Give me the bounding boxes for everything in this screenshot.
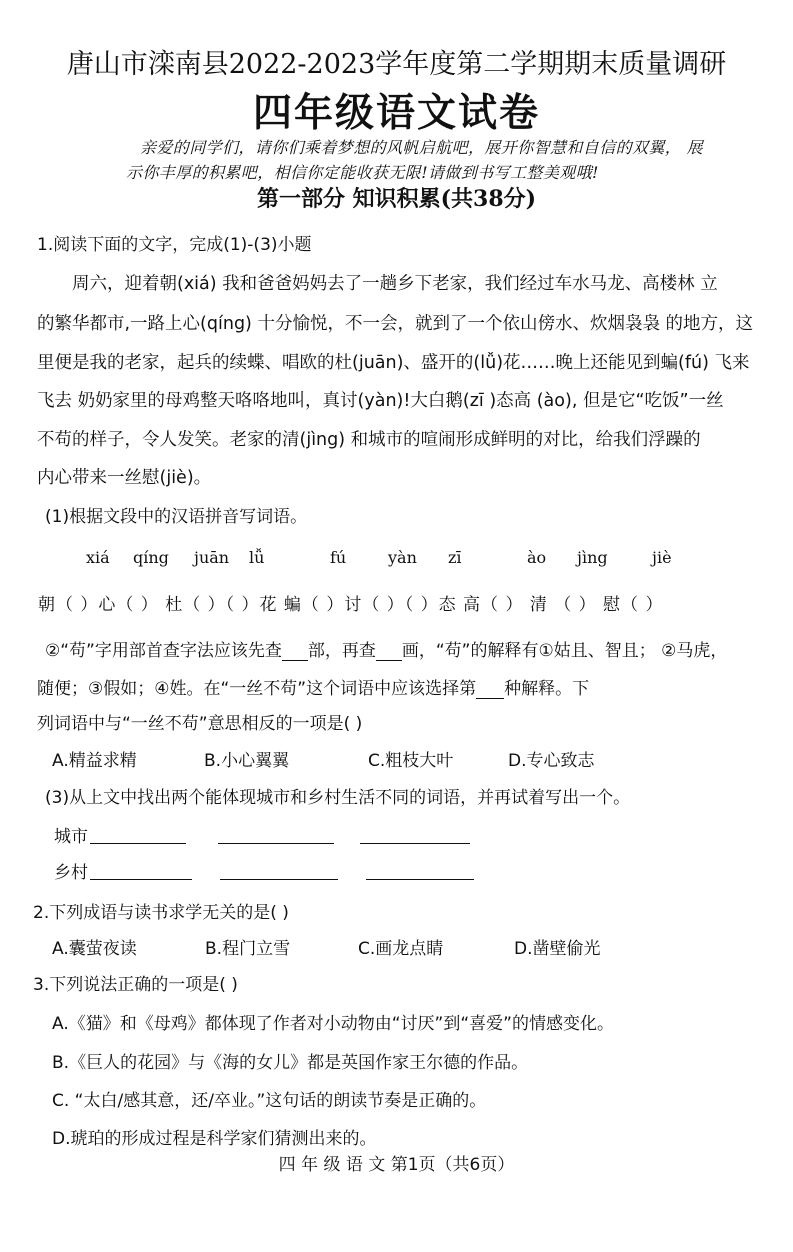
village-label: 乡村 — [54, 863, 88, 883]
pinyin-ao: ào — [527, 548, 547, 567]
q1-paragraph-line-2: 的繁华都市,一路上心(qíng) 十分愉悦，不一会，就到了一个依山傍水、炊烟袅袅 的地方，这 — [37, 314, 754, 334]
q1-sub3-prompt: (3)从上文中找出两个能体现城市和乡村生活不同的词语，并再试着写出一个。 — [45, 788, 631, 808]
q1-option-a[interactable]: A.精益求精 — [52, 751, 137, 771]
village-answer-line-1[interactable] — [90, 879, 192, 880]
section-title: 第一部分 知识积累(共38分) — [256, 186, 537, 212]
q3-option-b[interactable]: B.《巨人的花园》与《海的女儿》都是英国作家王尔德的作品。 — [52, 1053, 529, 1073]
q1-sub2-line1-b: 部，再查 — [307, 641, 376, 661]
page-footer: 四 年 级 语 文 第1页（共6页） — [278, 1155, 515, 1175]
pinyin-fu: fú — [330, 548, 347, 567]
pinyin-lv: lǚ — [249, 548, 265, 567]
q1-option-b[interactable]: B.小心翼翼 — [204, 751, 290, 771]
pinyin-jie: jiè — [652, 548, 672, 567]
q3-prompt: 3.下列说法正确的一项是( ) — [33, 975, 238, 995]
greeting-line-2: 示你丰厚的积累吧，相信你定能收获无限!请做到书写工整美观哦! — [126, 163, 599, 182]
q2-prompt: 2.下列成语与读书求学无关的是( ) — [33, 903, 289, 923]
q1-option-d[interactable]: D.专心致志 — [508, 751, 595, 771]
stroke-count-blank[interactable] — [376, 642, 402, 661]
meaning-choice-blank[interactable] — [476, 680, 504, 699]
q1-paragraph-line-1: 周六，迎着朝(xiá) 我和爸爸妈妈去了一趟乡下老家，我们经过车水马龙、高楼林 立 — [72, 274, 718, 294]
q3-option-d[interactable]: D.琥珀的形成过程是科学家们猜测出来的。 — [52, 1129, 377, 1149]
pinyin-qing: qíng — [133, 548, 169, 567]
radical-blank[interactable] — [282, 642, 308, 661]
q1-option-c[interactable]: C.粗枝大叶 — [368, 751, 454, 771]
exam-subtitle: 四年级语文试卷 — [252, 90, 540, 136]
q1-sub2-line-1 — [45, 636, 727, 661]
pinyin-yan: yàn — [388, 548, 417, 567]
q1-paragraph-line-5: 不苟的样子，令人发笑。老家的清(jìng) 和城市的喧闹形成鲜明的对比，给我们浮躁的 — [37, 430, 701, 450]
city-answer-line-1[interactable] — [90, 843, 186, 844]
q2-option-c[interactable]: C.画龙点睛 — [358, 939, 444, 959]
q2-option-b[interactable]: B.程门立雪 — [205, 939, 291, 959]
q1-paragraph-line-6: 内心带来一丝慰(jiè)。 — [37, 468, 212, 488]
greeting-line-1: 亲爱的同学们，请你们乘着梦想的风帆启航吧，展开你智慧和自信的双翼， 展 — [140, 138, 704, 157]
q1-sub2-line-2 — [37, 674, 589, 699]
city-answer-line-2[interactable] — [218, 843, 334, 844]
exam-title: 唐山市滦南县2022-2023学年度第二学期期末质量调研 — [66, 49, 727, 80]
q1-prompt: 1.阅读下面的文字，完成(1)-(3)小题 — [37, 235, 312, 255]
village-answer-line-3[interactable] — [366, 879, 474, 880]
village-answer-line-2[interactable] — [220, 879, 338, 880]
city-label: 城市 — [54, 827, 88, 847]
q1-sub1-char-blanks: 朝（ ）心（ ） 杜（ ）（ ）花 蝙（ ）讨（ ）（ ）态 高（ ） 清 （ ） 慰（ ） — [38, 595, 664, 615]
pinyin-jing: jìng — [577, 548, 608, 567]
pinyin-xia: xiá — [86, 548, 110, 567]
city-answer-line-3[interactable] — [360, 843, 470, 844]
q1-sub2-line2-b: 种解释。下 — [504, 679, 590, 699]
q1-paragraph-line-4: 飞去 奶奶家里的母鸡整天咯咯地叫，真讨(yàn)!大白鹅(zī )态高 (ào), 但是它“吃饭”一丝 — [37, 391, 724, 411]
q1-sub2-line2-a: 随便；③假如；④姓。在“一丝不苟”这个词语中应该选择第 — [37, 679, 477, 699]
q3-option-a[interactable]: A.《猫》和《母鸡》都体现了作者对小动物由“讨厌”到“喜爱”的情感变化。 — [52, 1014, 614, 1034]
q1-sub2-line1-c: 画，“苟”的解释有①姑且、智且； ②马虎， — [401, 641, 728, 661]
pinyin-juan: juān — [194, 548, 230, 567]
q3-option-c[interactable]: C. “太白/感其意，还/卒业。”这句话的朗读节奏是正确的。 — [52, 1091, 487, 1111]
q1-sub2-line-3: 列词语中与“一丝不苟”意思相反的一项是( ) — [37, 714, 363, 734]
q1-sub2-line1-a: ②“苟”字用部首查字法应该先查 — [45, 641, 282, 661]
q1-sub1-prompt: (1)根据文段中的汉语拼音写词语。 — [45, 507, 308, 527]
q2-option-a[interactable]: A.囊萤夜读 — [52, 939, 137, 959]
q1-paragraph-line-3: 里便是我的老家，起兵的续蝶、唱欧的杜(juān)、盛开的(lǚ)花……晚上还能见到蝙(fú) 飞来 — [37, 353, 750, 373]
q2-option-d[interactable]: D.凿壁偷光 — [514, 939, 601, 959]
pinyin-zi: zī — [448, 548, 462, 567]
